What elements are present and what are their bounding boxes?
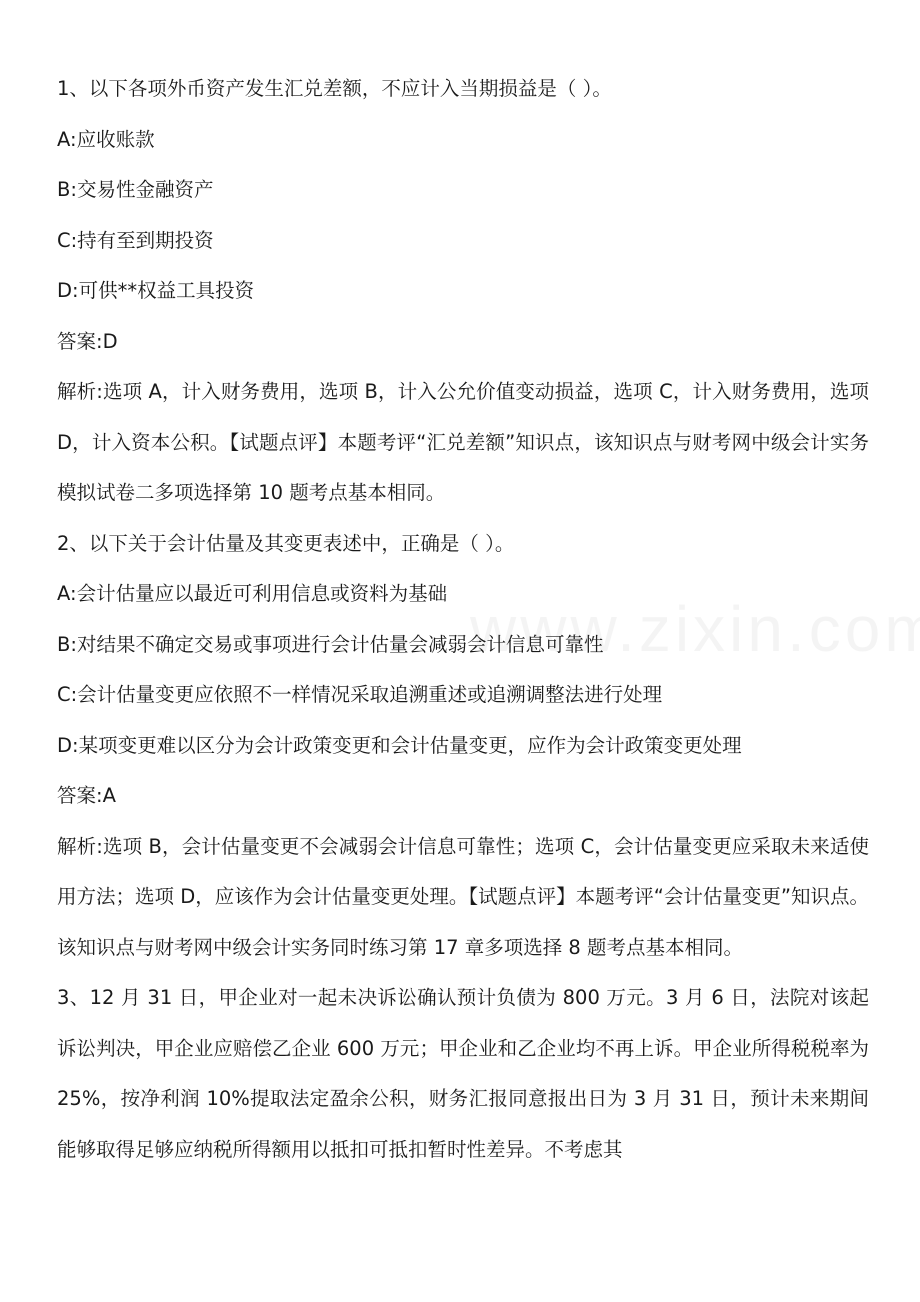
question-1-stem: 1、以下各项外币资产发生汇兑差额，不应计入当期损益是（ ）。 bbox=[57, 77, 612, 100]
question-2-answer: 答案:A bbox=[57, 784, 116, 807]
question-1-option-d: D:可供**权益工具投资 bbox=[57, 279, 255, 302]
question-1-analysis: 解析:选项 A，计入财务费用，选项 B，计入公允价值变动损益，选项 C，计入财务费用，选项 D，计入资本公积。【试题点评】本题考评“汇兑差额”知识点，该知识点与财考网中级会计实务模拟试卷二多项选择第 10 题考点基本相同。 bbox=[57, 380, 869, 504]
question-2-stem: 2、以下关于会计估量及其变更表述中，正确是（ ）。 bbox=[57, 531, 515, 555]
question-2-option-b: B:对结果不确定交易或事项进行会计估量会减弱会计信息可靠性 bbox=[57, 632, 604, 656]
question-2-option-c: C:会计估量变更应依照不一样情况采取追溯重述或追溯调整法进行处理 bbox=[57, 683, 663, 706]
question-3-stem: 3、12 月 31 日，甲企业对一起未决诉讼确认预计负债为 800 万元。3 月 6 日，法院对该起诉讼判决，甲企业应赔偿乙企业 600 万元；甲企业和乙企业均不再上诉。甲企业所得税税率为 25%，按净利润 10%提取法定盈余公积，财务汇报同意报出日为 3 月 31 日，预计未来期间能够取得足够应纳税所得额用以抵扣可抵扣暂时性差异。不考虑其 bbox=[57, 986, 869, 1161]
question-2-analysis: 解析:选项 B，会计估量变更不会减弱会计信息可靠性；选项 C，会计估量变更应采取未来适使用方法；选项 D，应该作为会计估量变更处理。【试题点评】本题考评“会计估量变更”知识点。该知识点与财考网中级会计实务同时练习第 17 章多项选择 8 题考点基本相同。 bbox=[57, 834, 869, 959]
question-1-answer: 答案:D bbox=[57, 329, 118, 353]
question-2-option-a: A:会计估量应以最近可利用信息或资料为基础 bbox=[57, 582, 448, 605]
question-2-option-d: D:某项变更难以区分为会计政策变更和会计估量变更，应作为会计政策变更处理 bbox=[57, 733, 742, 757]
question-1-option-a: A:应收账款 bbox=[57, 127, 155, 151]
question-1-option-b: B:交易性金融资产 bbox=[57, 178, 214, 201]
document-page bbox=[57, 64, 869, 1175]
question-1-option-c: C:持有至到期投资 bbox=[57, 228, 214, 252]
